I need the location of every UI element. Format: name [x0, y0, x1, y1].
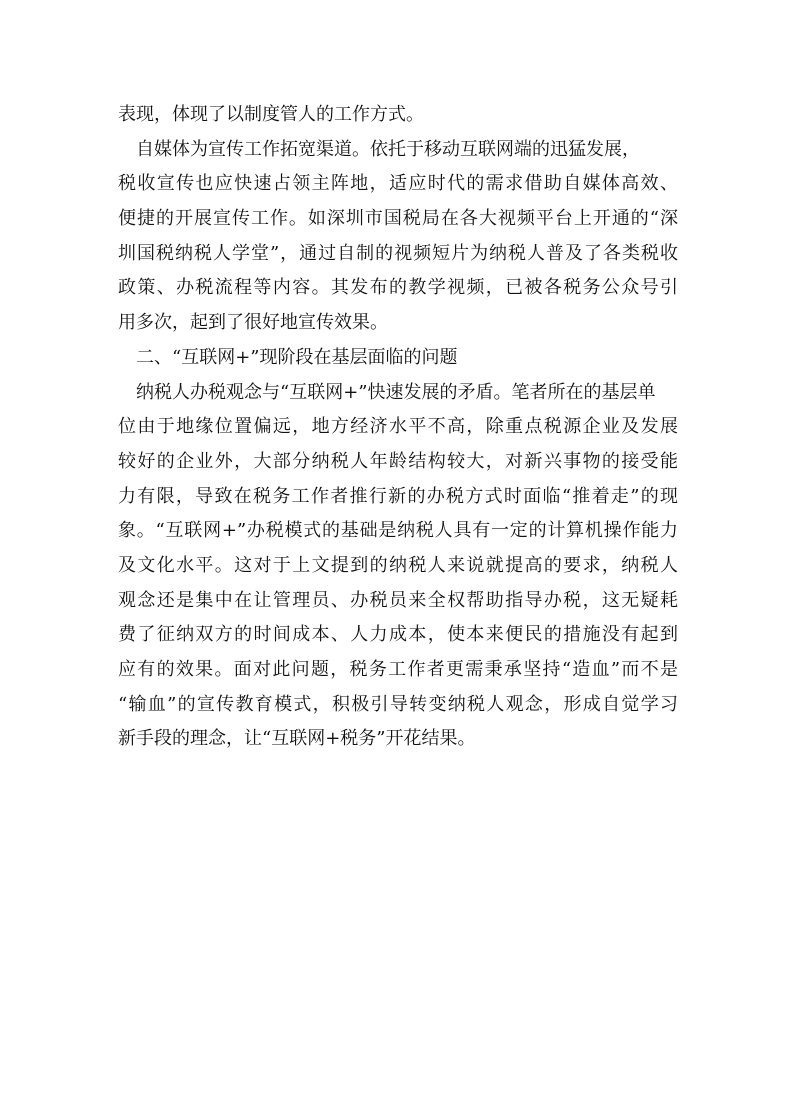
text-line: 观念还是集中在让管理员、办税员来全权帮助指导办税，这无疑耗	[118, 589, 678, 611]
text-line: 税收宣传也应快速占领主阵地，适应时代的需求借助自媒体高效、	[118, 173, 678, 195]
text-line: “输血”的宣传教育模式，积极引导转变纳税人观念，形成自觉学习	[118, 693, 678, 715]
text-line: 政策、办税流程等内容。其发布的教学视频，已被各税务公众号引	[118, 277, 678, 299]
text-line: 自媒体为宣传工作拓宽渠道。依托于移动互联网端的迅猛发展，	[136, 138, 640, 160]
text-line: 及文化水平。这对于上文提到的纳税人来说就提高的要求，纳税人	[118, 554, 678, 576]
text-line: 力有限，导致在税务工作者推行新的办税方式时面临“推着走”的现	[118, 485, 678, 507]
text-line: 用多次，起到了很好地宣传效果。	[118, 312, 388, 334]
document-body	[118, 98, 678, 757]
text-line: 象。“互联网+”办税模式的基础是纳税人具有一定的计算机操作能力	[118, 520, 678, 542]
text-line: 便捷的开展宣传工作。如深圳市国税局在各大视频平台上开通的“深	[118, 208, 678, 230]
text-line: 费了征纳双方的时间成本、人力成本，使本来便民的措施没有起到	[118, 624, 678, 646]
section-heading: 二、“互联网+”现阶段在基层面临的问题	[136, 346, 458, 368]
text-line: 圳国税纳税人学堂”，通过自制的视频短片为纳税人普及了各类税收	[118, 242, 678, 264]
text-line: 表现，体现了以制度管人的工作方式。	[118, 104, 424, 125]
text-line: 新手段的理念，让“互联网+税务”开花结果。	[118, 728, 476, 750]
text-line: 较好的企业外，大部分纳税人年龄结构较大，对新兴事物的接受能	[118, 450, 678, 472]
text-line: 应有的效果。面对此问题，税务工作者更需秉承坚持“造血”而不是	[118, 659, 678, 680]
text-line: 纳税人办税观念与“互联网+”快速发展的矛盾。笔者所在的基层单	[136, 381, 656, 403]
text-line: 位由于地缘位置偏远，地方经济水平不高，除重点税源企业及发展	[118, 416, 678, 438]
